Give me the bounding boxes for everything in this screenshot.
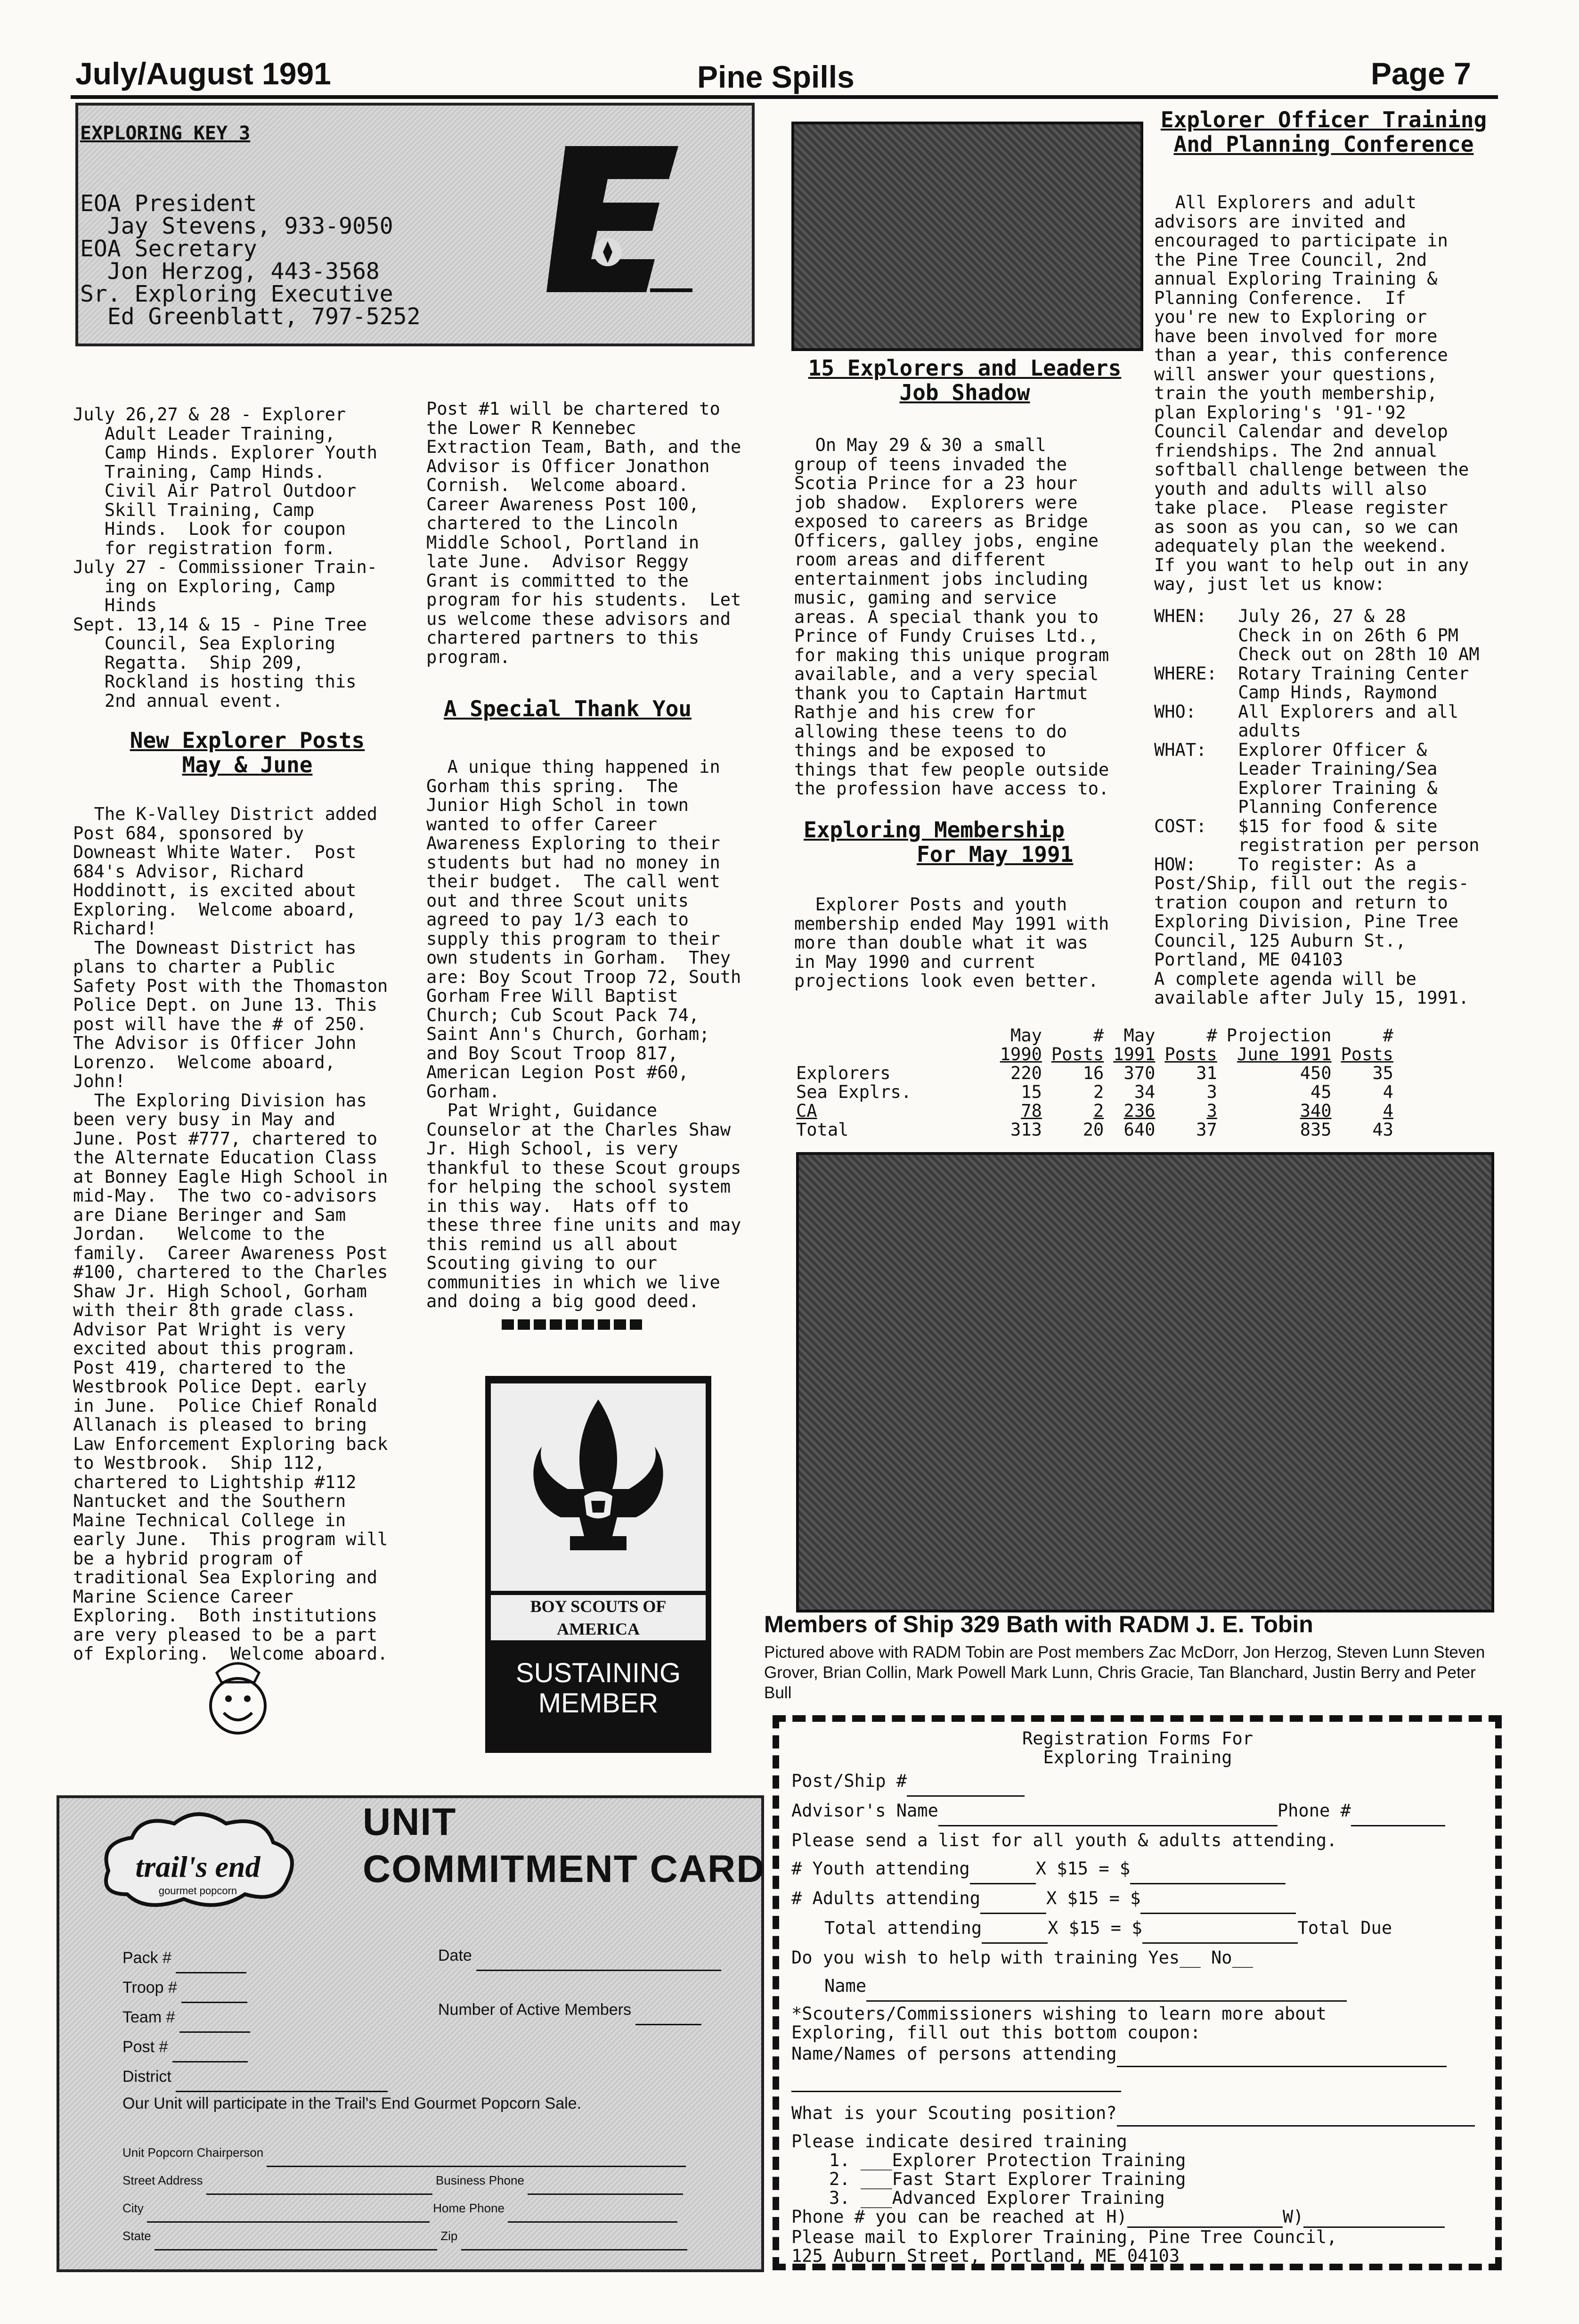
table-cell: 4 (1383, 1101, 1393, 1121)
business-phone-field[interactable] (528, 2167, 683, 2195)
home-phone-label: Home Phone (433, 2201, 505, 2215)
street-field[interactable] (206, 2167, 432, 2195)
business-phone-label: Business Phone (436, 2173, 524, 2187)
date-row (438, 1941, 721, 1971)
table-cell: 45 (1310, 1082, 1332, 1102)
table-header-cell: June 1991 (1237, 1044, 1332, 1064)
thank-you-title: A Special Thank You (443, 696, 692, 721)
table-cell: 37 (1196, 1120, 1217, 1140)
youth-count-field[interactable] (970, 1855, 1036, 1884)
header-rule (71, 95, 1498, 99)
officer-training-title-1: Explorer Officer Training (1160, 107, 1487, 132)
chairperson-label: Unit Popcorn Chairperson (122, 2145, 264, 2160)
key-line: EOA Secretary (80, 236, 257, 262)
table-cell: 450 (1300, 1063, 1332, 1083)
date-label: Date (438, 1947, 472, 1964)
post-field[interactable] (172, 2033, 248, 2062)
officer-training-details: WHEN: July 26, 27 & 28 Check in on 26th 6 PM Check out on 28th 10 AM WHERE: Rotary Training Center Camp Hinds, Raymond WHO: All Explorers and all adults WHAT: Explorer Officer & Leader Training/Sea Explorer Training & Planning Conference COST: $15 for food & site registration per person HOW: To register: As a Post/Ship, fill out the regis- tration coupon and return to Exploring Division, Pine Tree Council, 125 Auburn St., Portland, ME 04103 A complete agenda will be available after July 15, 1991. (1154, 606, 1480, 1008)
key-line: Jay Stevens, 933-9050 (80, 213, 393, 239)
position-label: What is your Scouting position? (791, 2103, 1117, 2123)
pack-field[interactable] (176, 1944, 246, 1973)
names-attending-row (791, 2042, 1484, 2067)
active-members-row (438, 1996, 701, 2025)
job-shadow-title-1: 15 Explorers and Leaders (808, 355, 1122, 381)
new-posts-header (73, 728, 422, 777)
header-page: Page 7 (1371, 56, 1471, 91)
table-cell: 835 (1300, 1120, 1332, 1140)
table-row (791, 1121, 1398, 1139)
table-header-cell: # (1093, 1025, 1104, 1046)
table-header-cell: May (1010, 1025, 1042, 1046)
home-phone-field[interactable] (508, 2195, 677, 2223)
team-label: Team # (122, 2008, 175, 2026)
table-header-cell: Posts (1341, 1044, 1393, 1064)
table-cell: Sea Explrs. (796, 1082, 912, 1102)
state-row (122, 2223, 687, 2250)
help-row: Do you wish to help with training Yes__ No__ (791, 1948, 1253, 1968)
work-phone-field[interactable] (1303, 2208, 1445, 2228)
header-title: Pine Spills (697, 59, 855, 94)
job-shadow-text: On May 29 & 30 a small group of teens invaded the Scotia Prince for a 23 hour job shadow. Explorers were exposed to careers as Bridge Officers, galley jobs, engine room areas and different entertainment jobs including music, gaming and service areas. A special thank you to Prince of Fundy Cruises Ltd., for making this unique program available, and a very special thank you to Captain Hartmut Rathje and his crew for allowing these teens to do things and be exposed to things that few people outside the profession have access to. (794, 435, 1109, 799)
commitment-title-2: COMMITMENT CARD (363, 1848, 765, 1890)
commitment-title-1: UNIT (363, 1800, 457, 1843)
registration-title-2: Exploring Training (1043, 1747, 1232, 1768)
key-line: Jon Herzog, 443-3568 (80, 258, 380, 285)
zip-field[interactable] (461, 2223, 687, 2250)
new-posts-text: The K-Valley District added Post 684, sponsored by Downeast White Water. Post 684's Advisor, Richard Hoddinott, is excited about Exploring. Welcome aboard, Richard! The Downeast District has plans to charter a Public Safety Post with the Thomaston Police Dept. on June 13. This post will have the # of 250. The Advisor is Officer John Lorenzo. Welcome aboard, John! The Exploring Division has been very busy in May and June. Post #777, chartered to the Alternate Education Class at Bonney Eagle High School in mid-May. The two co-advisors are Diane Beringer and Sam Jordan. Welcome to the family. Career Awareness Post #100, chartered to the Charles Shaw Jr. High School, Gorham with their 8th grade class. Advisor Pat Wright is very excited about this program. Post 419, chartered to the Westbrook Police Dept. early in June. Police Chief Ronald Allanach is pleased to bring Law Enforcement Exploring back to Westbrook. Ship 112, chartered to Lightship #112 Nantucket and the Southern Maine Technical College in early June. This program will be a hybrid program of traditional Sea Exploring and Marine Science Career Exploring. Both institutions are very pleased to be a part of Exploring. Welcome aboard. (73, 804, 388, 1664)
date-field[interactable] (476, 1941, 721, 1971)
section-divider (502, 1319, 643, 1330)
adults-label: # Adults attending (791, 1888, 980, 1908)
officer-training-header (1140, 107, 1507, 156)
trails-end-logo-sub: gourmet popcorn (158, 1885, 237, 1897)
membership-title-1: Exploring Membership (804, 817, 1065, 843)
district-field[interactable] (176, 2062, 388, 2092)
key-line: Sr. Exploring Executive (80, 281, 393, 307)
post-label: Post # (122, 2038, 168, 2056)
youth-price-label: X $15 = $ (1035, 1858, 1131, 1879)
position-row (791, 2102, 1484, 2127)
sustaining-line-1: SUSTAINING (515, 1658, 681, 1688)
adults-price-label: X $15 = $ (1046, 1888, 1141, 1908)
city-field[interactable] (147, 2195, 430, 2223)
officer-training-title-2: And Planning Conference (1173, 131, 1474, 157)
table-cell: 43 (1372, 1120, 1393, 1140)
youth-row (791, 1855, 1484, 1884)
trails-end-logo-text: trail's end (135, 1850, 260, 1883)
adults-row (791, 1884, 1484, 1914)
table-header-cell: # (1206, 1025, 1217, 1046)
table-cell: 220 (1010, 1063, 1042, 1083)
active-members-field[interactable] (635, 1996, 701, 2025)
table-cell: 4 (1383, 1082, 1393, 1102)
advisor-label: Advisor's Name (791, 1800, 938, 1821)
indicate-label: Please indicate desired training (791, 2131, 1127, 2152)
table-cell: 340 (1300, 1101, 1332, 1121)
ship-329-caption: Pictured above with RADM Tobin are Post members Zac McDorr, Jon Herzog, Steven Lunn Steven Grover, Brian Collin, Mark Powell Mark Lunn, Chris Gracie, Tan Blanchard, Justin Berry and Peter Bull (764, 1643, 1485, 1702)
chairperson-field[interactable] (267, 2139, 686, 2167)
home-phone-field[interactable] (1127, 2208, 1283, 2228)
table-header-row (791, 1026, 1398, 1045)
table-cell: CA (796, 1101, 817, 1121)
name-row (791, 1972, 1484, 2002)
team-row (122, 2003, 388, 2033)
trails-end-logo (90, 1805, 306, 1918)
city-row (122, 2195, 687, 2223)
troop-label: Troop # (122, 1979, 177, 1997)
table-cell: 313 (1010, 1120, 1042, 1140)
total-count-field[interactable] (982, 1914, 1048, 1944)
pack-row (122, 1944, 388, 1973)
membership-text: Explorer Posts and youth membership ended May 1991 with more than double what it was in May 1990 and current projections look even better. (794, 894, 1109, 991)
table-cell: 31 (1196, 1063, 1217, 1083)
training-option[interactable]: 1. ___Explorer Protection Training (829, 2150, 1186, 2170)
names-attending-field[interactable] (1117, 2042, 1447, 2067)
table-cell: 2 (1093, 1101, 1104, 1121)
sustaining-line-2: MEMBER (538, 1688, 659, 1718)
total-due-label: Total Due (1297, 1918, 1392, 1938)
position-field[interactable] (1117, 2102, 1475, 2127)
state-field[interactable] (155, 2223, 437, 2250)
table-header-cell: 1991 (1113, 1044, 1156, 1064)
explorers-group-photo (791, 122, 1143, 351)
names-attending-label: Name/Names of persons attending (791, 2044, 1117, 2064)
table-header-cell: Projection (1226, 1025, 1332, 1046)
fleur-de-lis-icon (523, 1395, 674, 1579)
calendar-text: July 26,27 & 28 - Explorer Adult Leader Training, Camp Hinds. Explorer Youth Training, Camp Hinds. Civil Air Patrol Outdoor Skill Training, Camp Hinds. Look for coupon for registration form. July 27 - Commissioner Train- ing on Exploring, Camp Hinds Sept. 13,14 & 15 - Pine Tree Council, Sea Exploring Regatta. Ship 209, Rockland is hosting this 2nd annual event. (73, 404, 378, 711)
total-amount-field[interactable] (1142, 1914, 1298, 1944)
training-option[interactable]: 2. ___Fast Start Explorer Training (829, 2169, 1186, 2189)
new-posts-title-2: May & June (182, 752, 313, 777)
post-ship-row (791, 1767, 1484, 1797)
chairperson-row (122, 2139, 687, 2167)
total-row (791, 1914, 1484, 1944)
table-header-cell: Posts (1164, 1044, 1217, 1064)
table-cell: 640 (1123, 1120, 1156, 1140)
table-header-cell (791, 1026, 916, 1045)
mail-line-1: Please mail to Explorer Training, Pine Tree Council, (791, 2227, 1337, 2247)
post1-text: Post #1 will be chartered to the Lower R Kennebec Extraction Team, Bath, and the Advisor is Officer Jonathon Cornish. Welcome aboard. Career Awareness Post 100, chartered to the Lincoln Middle School, Portland in late June. Advisor Reggy Grant is committed to the program for his students. Let us welcome these advisors and chartered partners to this program. (426, 399, 741, 667)
mail-line-2: 125 Auburn Street, Portland, ME 04103 (791, 2246, 1180, 2266)
table-cell: 16 (1083, 1063, 1104, 1083)
exploring-key-heading: EXPLORING KEY 3 (80, 123, 251, 144)
team-field[interactable] (179, 2003, 250, 2033)
exploring-logo (537, 137, 697, 302)
membership-title-2: For May 1991 (917, 842, 1074, 867)
troop-field[interactable] (181, 1973, 247, 2003)
table-cell: 370 (1123, 1063, 1156, 1083)
youth-label: # Youth attending (791, 1858, 970, 1879)
table-row (791, 1083, 1398, 1102)
blank-line[interactable] (791, 2067, 1484, 2092)
key-line: EOA President (80, 190, 257, 217)
registration-title-1: Registration Forms For (1022, 1728, 1253, 1749)
scouters-text: *Scouters/Commissioners wishing to learn more about Exploring, fill out this bottom coupon: (791, 2004, 1327, 2043)
total-label: Total attending (824, 1918, 982, 1938)
contact-fields (122, 2139, 687, 2250)
table-header-cell: May (1123, 1025, 1156, 1046)
phone-label: Phone # (1277, 1800, 1351, 1821)
post-ship-field[interactable] (907, 1767, 1025, 1797)
new-posts-title-1: New Explorer Posts (130, 728, 365, 753)
adults-count-field[interactable] (980, 1884, 1046, 1914)
send-list-text: Please send a list for all youth & adults attending. (791, 1830, 1337, 1850)
table-header-cell: # (1383, 1025, 1393, 1046)
table-cell: 3 (1206, 1082, 1217, 1102)
city-label: City (122, 2201, 144, 2215)
phone-reach-label: Phone # you can be reached at H) (791, 2207, 1127, 2227)
officer-training-text: All Explorers and adult advisors are invited and encouraged to participate in the Pine Tree Council, 2nd annual Exploring Training & Planning Conference. If you're new to Exploring or have been involved for more than a year, this conference will answer your questions, train the youth membership, plan Exploring's '91-'92 Council Calendar and develop friendships. The 2nd annual softball challenge between the youth and adults will also take place. Please register as soon as you can, so we can adequately plan the weekend. If you want to help out in any way, just let us know: (1154, 192, 1469, 594)
participate-text: Our Unit will participate in the Trail's End Gourmet Popcorn Sale. (122, 2095, 582, 2112)
table-header-cell: 1990 (1000, 1044, 1042, 1064)
bsa-sustaining-logo (485, 1376, 711, 1753)
adults-amount-field[interactable] (1140, 1884, 1296, 1914)
registration-content (791, 1729, 1484, 2266)
thank-you-text: A unique thing happened in Gorham this spring. The Junior High Schol in town wanted to offer Career Awareness Exploring to their students but had no money in their budget. The call went out and three Scout units agreed to pay 1/3 each to supply this program to their own students in Gorham. They are: Boy Scout Troop 72, South Gorham Free Will Baptist Church; Cub Scout Pack 74, Saint Ann's Church, Gorham; and Boy Scout Troop 817, American Legion Post #60, Gorham. Pat Wright, Guidance Counselor at the Charles Shaw Jr. High School, is very thankful to these Scout groups for helping the school system in this way. Hats off to these three fine units and may this remind us all about Scouting giving to our communities in which we live and doing a big good deed. (426, 757, 741, 1311)
table-cell: Explorers (796, 1063, 891, 1083)
membership-table (791, 1026, 1398, 1139)
advisor-row (791, 1797, 1484, 1826)
street-label: Street Address (122, 2173, 203, 2187)
ship-329-photo (796, 1152, 1494, 1612)
bsa-label: BOY SCOUTS OF AMERICA (491, 1595, 706, 1640)
post-row (122, 2033, 388, 2062)
advisor-name-field[interactable] (938, 1797, 1278, 1826)
ship-329-title: Members of Ship 329 Bath with RADM J. E. Tobin (764, 1611, 1313, 1637)
exploring-key-contacts (80, 192, 420, 328)
troop-row (122, 1973, 388, 2003)
street-row (122, 2167, 687, 2195)
table-cell: 78 (1021, 1101, 1042, 1121)
table-row (791, 1102, 1398, 1121)
zip-label: Zip (440, 2229, 458, 2243)
table-cell: 35 (1372, 1063, 1393, 1083)
youth-amount-field[interactable] (1130, 1855, 1286, 1884)
active-members-label: Number of Active Members (438, 2001, 632, 2019)
phone-reach-row (791, 2208, 1484, 2228)
unit-fields (122, 1944, 388, 2092)
name-label: Name (824, 1976, 867, 1996)
table-row (791, 1064, 1398, 1083)
total-price-label: X $15 = $ (1048, 1918, 1142, 1938)
key-line: Ed Greenblatt, 797-5252 (80, 303, 421, 330)
table-header-row (791, 1045, 1398, 1064)
smiley-face-icon (198, 1654, 278, 1739)
table-cell: 20 (1083, 1120, 1104, 1140)
work-phone-label: W) (1282, 2207, 1304, 2227)
district-row (122, 2062, 388, 2092)
table-header-cell (791, 1045, 916, 1064)
table-header-cell: Posts (1051, 1044, 1104, 1064)
header-date: July/August 1991 (75, 56, 331, 91)
table-cell: 34 (1134, 1082, 1156, 1102)
table-cell: 2 (1093, 1082, 1104, 1102)
phone-field[interactable] (1351, 1797, 1445, 1826)
pack-label: Pack # (122, 1949, 171, 1967)
name-field[interactable] (866, 1972, 1347, 2002)
membership-header (794, 818, 1124, 867)
state-label: State (122, 2229, 151, 2243)
job-shadow-title-2: Job Shadow (899, 380, 1030, 405)
job-shadow-header (786, 356, 1144, 405)
post-ship-label: Post/Ship # (791, 1771, 907, 1791)
table-cell: 3 (1206, 1101, 1217, 1121)
table-cell: Total (796, 1120, 849, 1140)
training-option[interactable]: 3. ___Advanced Explorer Training (829, 2188, 1165, 2208)
table-cell: 236 (1123, 1101, 1156, 1121)
table-cell: 15 (1021, 1082, 1042, 1102)
district-label: District (122, 2068, 171, 2086)
